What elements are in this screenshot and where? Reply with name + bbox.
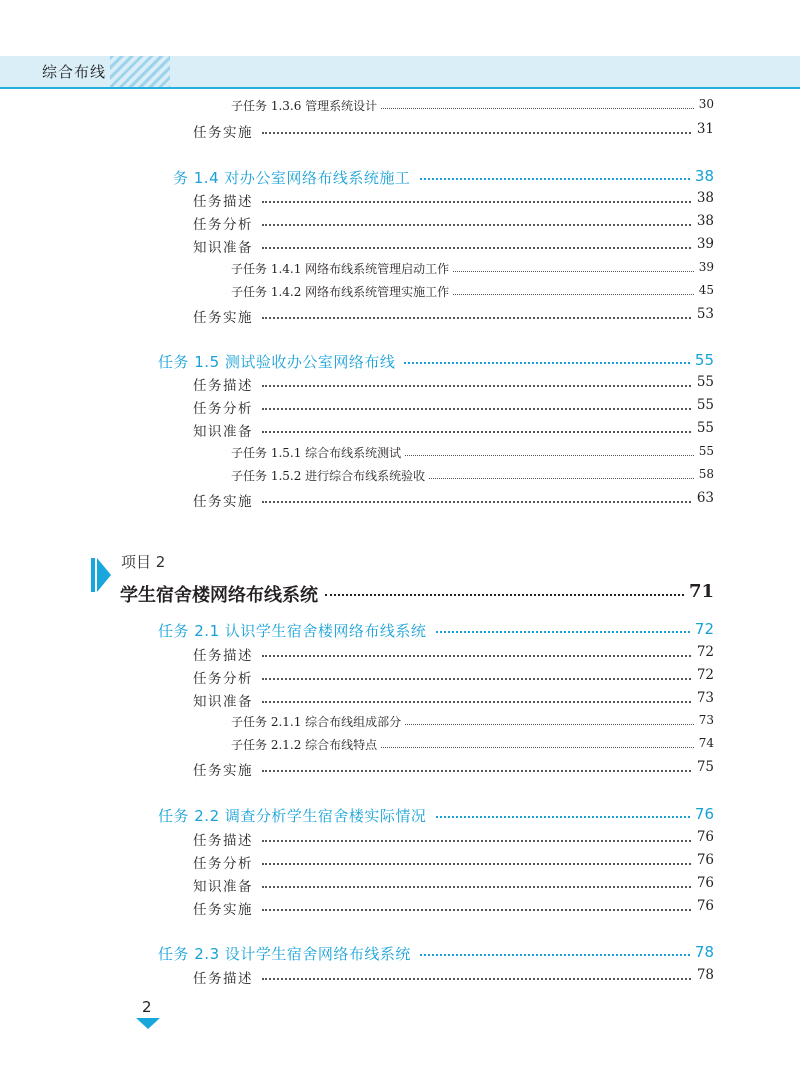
project-number: 项目 2 <box>121 553 166 571</box>
toc-entry-label: 任务分析 <box>193 213 257 233</box>
dot-leader <box>262 909 710 911</box>
dot-leader <box>262 863 710 865</box>
dot-leader <box>262 247 710 249</box>
toc-entry-page: 53 <box>693 306 714 322</box>
toc-task-label: 务 1.4 对办公室网络布线系统施工 <box>173 167 414 188</box>
toc-entry-label: 任务实施 <box>193 306 257 326</box>
dot-leader <box>262 770 710 772</box>
toc-entry-page: 76 <box>693 829 714 845</box>
toc-entry-page: 72 <box>693 644 714 660</box>
dot-leader <box>262 501 710 503</box>
toc-entry-description[interactable] <box>0 967 800 989</box>
toc-entry-page: 76 <box>693 898 714 914</box>
toc-project-2[interactable] <box>0 581 800 606</box>
toc-entry-label: 任务描述 <box>193 829 257 849</box>
toc-entry-page: 30 <box>695 97 714 111</box>
toc-entry-page: 63 <box>693 490 714 506</box>
toc-entry-2-1-2[interactable] <box>0 736 800 758</box>
dot-leader <box>262 655 710 657</box>
toc-entry-page: 38 <box>693 190 714 206</box>
toc-entry-page: 55 <box>693 374 714 390</box>
toc-entry-page: 73 <box>693 690 714 706</box>
toc-entry-label: 任务分析 <box>193 397 257 417</box>
toc-entry-page: 73 <box>695 713 714 727</box>
toc-entry-knowledge[interactable] <box>0 690 800 712</box>
toc-entry-knowledge[interactable] <box>0 875 800 897</box>
toc-entry-label: 子任务 2.1.2 综合布线特点 <box>231 736 381 753</box>
toc-task-label: 任务 2.3 设计学生宿舍网络布线系统 <box>158 943 415 964</box>
toc-entry-label: 任务描述 <box>193 967 257 987</box>
header-stripe-decoration <box>110 56 170 88</box>
toc-task-page: 38 <box>691 167 714 185</box>
toc-task-2-1[interactable] <box>0 620 800 642</box>
running-header-title: 综合布线 <box>42 63 107 81</box>
dot-leader <box>262 701 710 703</box>
toc-entry-label: 知识准备 <box>193 875 257 895</box>
toc-task-label: 任务 2.1 认识学生宿舍楼网络布线系统 <box>158 620 430 641</box>
toc-task-2-2[interactable] <box>0 805 800 827</box>
toc-task-page: 72 <box>691 620 714 638</box>
toc-entry-label: 知识准备 <box>193 236 257 256</box>
toc-entry-label: 任务分析 <box>193 852 257 872</box>
toc-entry-1-4-2[interactable] <box>0 283 800 305</box>
toc-entry-1-5-1[interactable] <box>0 444 800 466</box>
toc-entry-page: 74 <box>695 736 714 750</box>
toc-task-1-5[interactable] <box>0 351 800 373</box>
toc-entry-analysis[interactable] <box>0 852 800 874</box>
dot-leader <box>262 886 710 888</box>
toc-entry-knowledge[interactable] <box>0 236 800 258</box>
toc-task-2-3[interactable] <box>0 943 800 965</box>
toc-entry-page: 39 <box>695 260 714 274</box>
dot-leader <box>262 408 710 410</box>
toc-entry-page: 55 <box>693 420 714 436</box>
page-marker-triangle-icon <box>136 1018 160 1029</box>
dot-leader <box>262 840 710 842</box>
toc-entry-label: 任务描述 <box>193 374 257 394</box>
dot-leader <box>420 954 710 956</box>
dot-leader <box>262 978 710 980</box>
dot-leader <box>262 431 710 433</box>
toc-entry-label: 子任务 1.4.1 网络布线系统管理启动工作 <box>231 260 453 277</box>
toc-task-1-4[interactable] <box>0 167 800 189</box>
toc-entry-label: 知识准备 <box>193 420 257 440</box>
toc-entry-label: 任务实施 <box>193 490 257 510</box>
toc-entry-1-3-6[interactable] <box>0 97 800 119</box>
toc-entry-implementation[interactable] <box>0 759 800 781</box>
dot-leader <box>325 594 696 596</box>
dot-leader <box>404 362 710 364</box>
toc-entry-label: 子任务 1.5.2 进行综合布线系统验收 <box>231 467 429 484</box>
dot-leader <box>436 631 710 633</box>
toc-entry-label: 任务实施 <box>193 898 257 918</box>
toc-entry-page: 76 <box>693 852 714 868</box>
toc-entry-page: 55 <box>693 397 714 413</box>
toc-entry-label: 子任务 2.1.1 综合布线组成部分 <box>231 713 405 730</box>
toc-entry-label: 任务实施 <box>193 121 257 141</box>
dot-leader <box>436 816 710 818</box>
toc-entry-page: 76 <box>693 875 714 891</box>
toc-entry-label: 子任务 1.3.6 管理系统设计 <box>231 97 381 114</box>
toc-entry-label: 任务描述 <box>193 644 257 664</box>
toc-entry-page: 45 <box>695 283 714 297</box>
toc-entry-label: 任务描述 <box>193 190 257 210</box>
dot-leader <box>262 678 710 680</box>
toc-entry-description[interactable] <box>0 190 800 212</box>
toc-entry-label: 任务分析 <box>193 667 257 687</box>
toc-task-label: 任务 2.2 调查分析学生宿舍楼实际情况 <box>158 805 430 826</box>
toc-entry-page: 78 <box>693 967 714 983</box>
toc-task-page: 76 <box>691 805 714 823</box>
toc-entry-description[interactable] <box>0 829 800 851</box>
toc-entry-1-5-2[interactable] <box>0 467 800 489</box>
toc-task-page: 55 <box>691 351 714 369</box>
dot-leader <box>262 132 710 134</box>
dot-leader <box>262 224 710 226</box>
toc-entry-analysis[interactable] <box>0 397 800 419</box>
toc-entry-analysis[interactable] <box>0 667 800 689</box>
toc-entry-page: 55 <box>695 444 714 458</box>
toc-entry-label: 子任务 1.4.2 网络布线系统管理实施工作 <box>231 283 453 300</box>
toc-entry-1-4-1[interactable] <box>0 260 800 282</box>
toc-entry-page: 39 <box>693 236 714 252</box>
toc-entry-page: 72 <box>693 667 714 683</box>
toc-task-label: 任务 1.5 测试验收办公室网络布线 <box>158 351 399 372</box>
toc-task-page: 78 <box>691 943 714 961</box>
header-rule <box>0 87 800 89</box>
toc-entry-implementation[interactable] <box>0 898 800 920</box>
toc-entry-2-1-1[interactable] <box>0 713 800 735</box>
toc-entry-label: 任务实施 <box>193 759 257 779</box>
toc-entry-page: 75 <box>693 759 714 775</box>
toc-entry-implementation[interactable] <box>0 490 800 512</box>
toc-entry-page: 58 <box>695 467 714 481</box>
toc-entry-label: 知识准备 <box>193 690 257 710</box>
toc-entry-implementation[interactable] <box>0 121 800 143</box>
toc-entry-knowledge[interactable] <box>0 420 800 442</box>
toc-entry-label: 子任务 1.5.1 综合布线系统测试 <box>231 444 405 461</box>
toc-entry-page: 38 <box>693 213 714 229</box>
toc-entry-description[interactable] <box>0 374 800 396</box>
dot-leader <box>262 385 710 387</box>
toc-entry-implementation[interactable] <box>0 306 800 328</box>
toc-entry-description[interactable] <box>0 644 800 666</box>
dot-leader <box>262 201 710 203</box>
toc-entry-analysis[interactable] <box>0 213 800 235</box>
toc-entry-page: 31 <box>693 121 714 137</box>
toc-project-page: 71 <box>685 581 714 602</box>
page-number: 2 <box>142 998 152 1016</box>
dot-leader <box>420 178 710 180</box>
dot-leader <box>262 317 710 319</box>
toc-project-label: 学生宿舍楼网络布线系统 <box>120 581 322 607</box>
